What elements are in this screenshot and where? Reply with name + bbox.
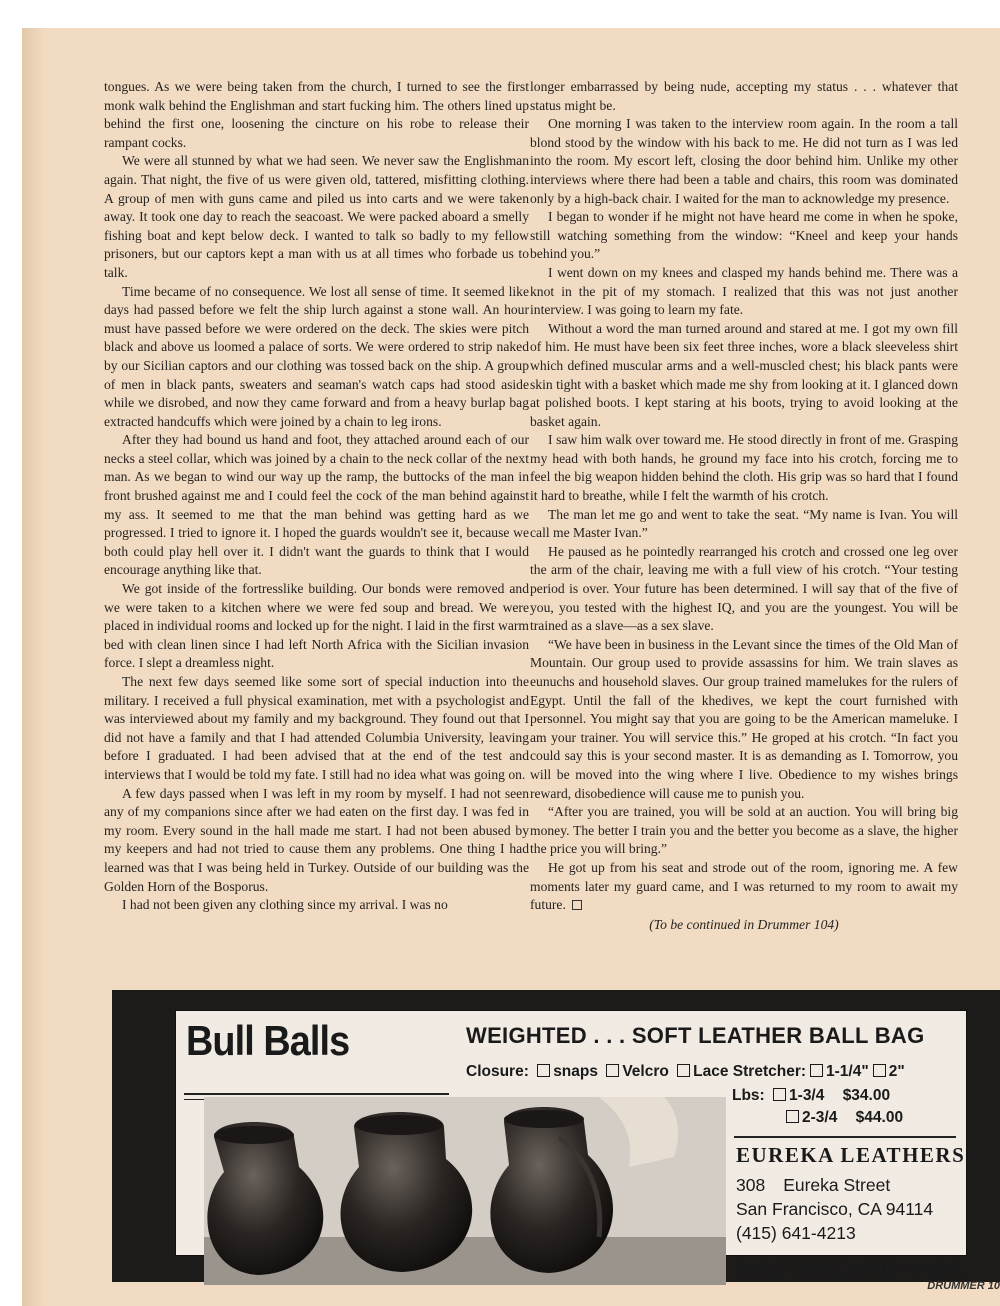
paragraph: I had not been given any clothing since my arrival. I was no: [122, 897, 448, 913]
street-name: Eureka Street: [783, 1175, 891, 1195]
ad-payment-cards: MASTERCARD~VISA: [736, 1257, 965, 1282]
page-footer: DRUMMER 10: [927, 1280, 1000, 1292]
paragraph: He paused as he pointedly rearranged his crotch and crossed one leg over the arm of the chair, leaving me with a full view of his crotch. “Your testing period is over. Your future has been determined. I will say that of the five of you, you tested with the highest IQ, and you are the youngest. You will be trained as a slave—as a sex slave.: [530, 543, 958, 634]
stretcher-option: 2": [888, 1063, 905, 1080]
article-column-left: [104, 78, 529, 915]
lbs-label: Lbs:: [732, 1087, 765, 1104]
checkbox-icon: [773, 1088, 786, 1101]
product-photo: [204, 1097, 726, 1285]
closure-option: snaps: [553, 1063, 598, 1080]
price: $44.00: [855, 1109, 904, 1126]
advertisement: [112, 990, 1000, 1282]
paragraph: [530, 859, 958, 915]
weight-row: [732, 1085, 903, 1107]
weight-option: 1-3/4: [789, 1087, 825, 1104]
paragraph: “We have been in business in the Levant since the times of the Old Man of Mountain. Our group used to provide assassins for him. We train slaves as eunuchs and household slaves. Our group trained mamelukes for the rulers of Egypt. Until the fall of the khedives, we kept the court furnished with personnel. You might say that you are going to be the American mameluke. I am your trainer. You will service this.” He groped at his crotch. “In fact you could say this is your second master. It is as demanding as I. Tomorrow, you will be moved into the wing where I live. Obedience to my wishes brings reward, disobedience will cause me to punish you.: [530, 636, 958, 801]
paragraph: We were all stunned by what we had seen. We never saw the Englishman again. That night, the five of us were given old, tattered, misfitting clothing. A group of men with guns came and piled us into carts and we were taken away. It took one day to reach the seacoast. We were packed aboard a smelly fishing boat and kept below deck. I wanted to talk so badly to my fellow prisoners, but our captors kept a man with us at all times who forbade us to talk.: [104, 153, 529, 280]
ad-weight-prices: [732, 1085, 903, 1129]
paragraph: After they had bound us hand and foot, they attached around each of our necks a steel collar, which was joined by a chain to the neck collar of the next man. As we began to wind our way up the ramp, the buttocks of the man in front brushed against me and I could feel the cock of the man behind against my ass. It seemed to me that the man behind was getting hard as we progressed. I tried to ignore it. I hoped the guards wouldn't see it, because we both could play hell over it. I didn't want the guards to think that I would encourage anything like that.: [104, 432, 529, 578]
paragraph: A few days passed when I was left in my room by myself. I had not seen any of my companions since after we had eaten on the first day. I was fed in my room. Every sound in the hall made me start. I had not been abused by my keepers and had not tried to cause them any problems. One thing I had learned was that I was being held in Turkey. Outside of our building was the Golden Horn of the Bosporus.: [104, 785, 529, 894]
divider: [734, 1136, 956, 1138]
article-column-right: [530, 78, 958, 934]
weight-option: 2-3/4: [802, 1109, 838, 1126]
paragraph: Without a word the man turned around and stared at me. I got my own fill of him. He must have been six feet three inches, wore a black sleeveless shirt which defined muscular arms and a well-muscled chest; his black pants were skin tight with a basket which made me shy from looking at it. I glanced down at polished boots. I kept staring at his boots, trying to avoid looking at the basket again.: [530, 320, 958, 429]
paragraph-text: He got up from his seat and strode out of the room, ignoring me. A few moments later my guard came, and I was returned to my room to await my future.: [530, 859, 958, 913]
paragraph: I began to wonder if he might not have heard me come in when he spoke, still watching something from the window: “Kneel and keep your hands behind you.”: [530, 209, 958, 262]
ad-company-name: EUREKA LEATHERS: [736, 1143, 966, 1167]
magazine-page: [22, 28, 1000, 1306]
paragraph: Time became of no consequence. We lost all sense of time. It seemed like days had passed before we felt the ship lurch against a stone wall. An hour must have passed before we were ordered on the deck. The skies were pitch black and above us loomed a palace of sorts. We were ordered to strip naked by our Sicilian captors and our clothing was tossed back on the ship. A group of men in black pants, sweaters and seaman's watch caps had stood aside while we disrobed, and now they came forward and from a heavy burlap bag extracted handcuffs which were joined by a chain to leg irons.: [104, 283, 529, 429]
paragraph: I saw him walk over toward me. He stood directly in front of me. Grasping my head with both hands, he ground my face into his crotch, forcing me to feel the big weapon hidden behind the cloth. His grip was so hard that I found it hard to breathe, while I felt the warmth of his crotch.: [530, 432, 958, 504]
ad-phone: (415) 641-4213: [736, 1223, 856, 1243]
paragraph: “After you are trained, you will be sold at an auction. You will bring big money. The better I train you and the better you become as a slave, the higher the price you will bring.”: [530, 804, 958, 857]
checkbox-icon: [677, 1064, 690, 1077]
price: $34.00: [842, 1087, 891, 1104]
divider: [184, 1093, 449, 1095]
paragraph: One morning I was taken to the interview room again. In the room a tall blond stood by the window with his back to me. He did not turn as I was led into the room. My escort left, closing the door behind him. Unlike my other interviews where there had been a table and chairs, this room was dominated only by a high-back chair. I waited for the man to acknowledge my presence.: [530, 116, 958, 206]
ad-closure-options: [466, 1063, 905, 1081]
stretcher-option: 1-1/4": [826, 1063, 869, 1080]
weight-row: [732, 1107, 903, 1129]
checkbox-icon: [786, 1110, 799, 1123]
end-mark-icon: [572, 900, 582, 910]
paragraph: longer embarrassed by being nude, accepting my status . . . whatever that status might be.: [530, 79, 958, 113]
ad-street-address: [736, 1175, 890, 1196]
paragraph: The man let me go and went to take the seat. “My name is Ivan. You will call me Master Ivan.”: [530, 506, 958, 541]
ad-panel: [175, 1010, 967, 1282]
checkbox-icon: [537, 1064, 550, 1077]
ad-brand-name: Bull Balls: [186, 1017, 350, 1064]
ad-headline: WEIGHTED . . . SOFT LEATHER BALL BAG: [466, 1023, 925, 1048]
checkbox-icon: [606, 1064, 619, 1077]
checkbox-icon: [873, 1064, 886, 1077]
paragraph: tongues. As we were being taken from the church, I turned to see the first monk walk behind the Englishman and start fucking him. The others lined up behind the first one, loosening the cincture on his robe to release their rampant cocks.: [104, 79, 529, 150]
closure-label: Closure:: [466, 1063, 529, 1080]
ad-city: San Francisco, CA 94114: [736, 1199, 934, 1219]
continued-note: (To be continued in Drummer 104): [649, 916, 839, 932]
street-number: 308: [736, 1175, 766, 1195]
stretcher-label: Lace Stretcher:: [693, 1063, 807, 1080]
checkbox-icon: [810, 1064, 823, 1077]
ball-bags-image: [204, 1097, 726, 1285]
closure-option: Velcro: [622, 1063, 669, 1080]
paragraph: We got inside of the fortresslike building. Our bonds were removed and we were taken to a kitchen where we were fed soup and bread. We were placed in individual rooms and locked up for the night. I laid in the first warm bed with clean linen since I had left North Africa with the Sicilian invasion force. I slept a dreamless night.: [104, 581, 529, 671]
page-binding-edge: [22, 28, 60, 1306]
paragraph: The next few days seemed like some sort of special induction into the military. I received a full physical examination, met with a psychologist and was interviewed about my family and my background. They found out that I did not have a family and that I had attended Columbia University, leaving before I graduated. I had been advised that at the end of the test and interviews that I would be told my fate. I still had no idea what was going on.: [104, 674, 529, 782]
paragraph: I went down on my knees and clasped my hands behind me. There was a knot in the pit of my stomach. I realized that this was not just another interview. I was going to learn my fate.: [530, 264, 958, 318]
